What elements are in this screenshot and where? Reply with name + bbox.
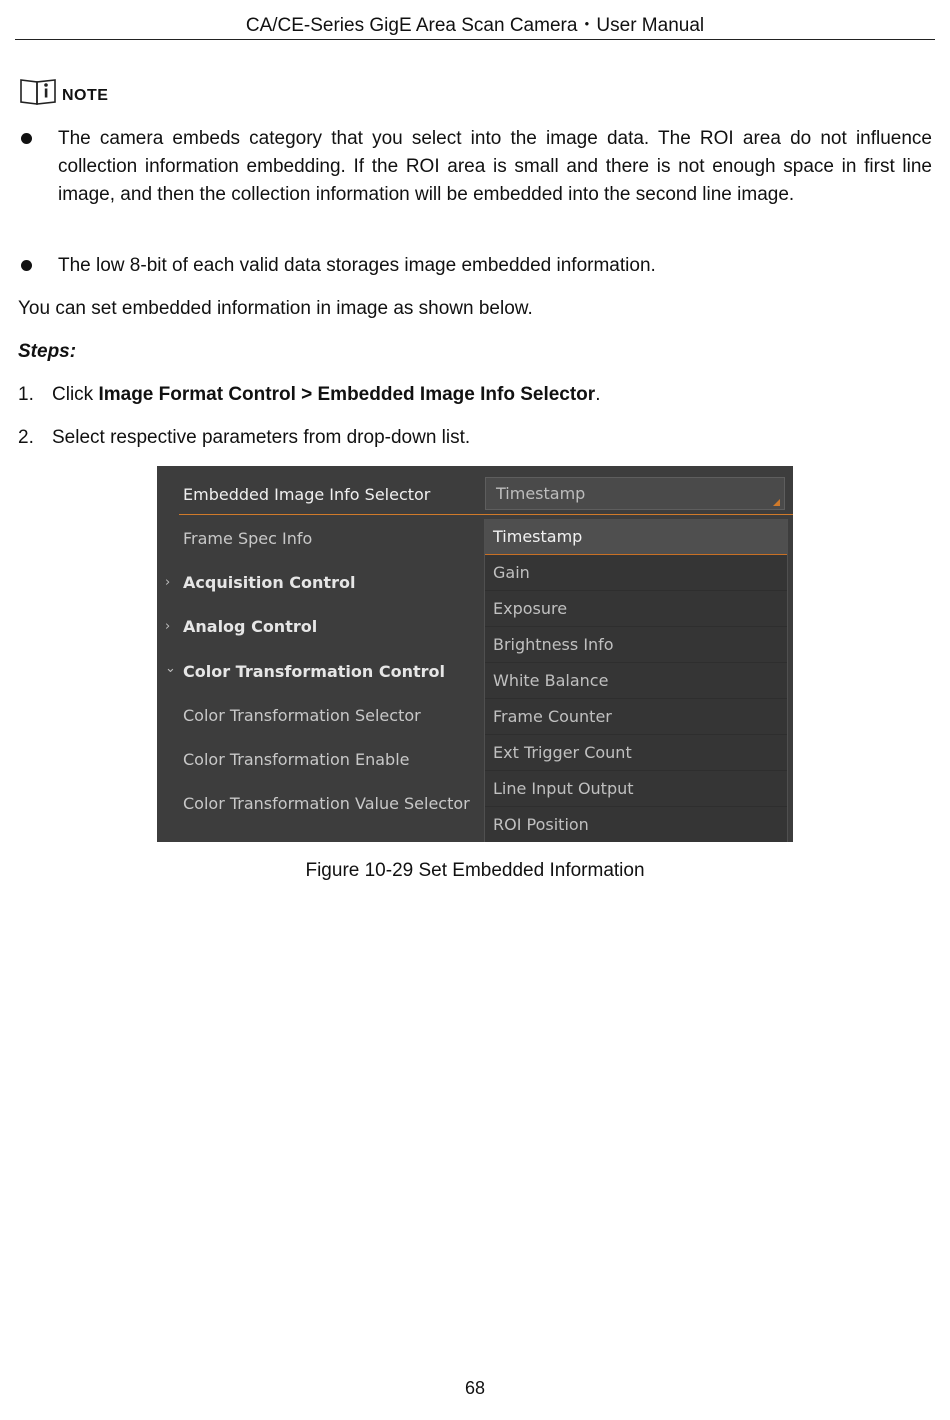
step-2 (18, 424, 470, 452)
embedded-info-screenshot (157, 466, 793, 842)
option-frame-counter[interactable]: Frame Counter (485, 699, 787, 735)
row-color-transformation-control[interactable]: Color Transformation Control (183, 662, 445, 681)
selected-row-underline (179, 514, 793, 515)
figure-caption: Figure 10-29 Set Embedded Information (305, 860, 645, 881)
step-number: 1. (18, 384, 34, 405)
step-text: Click (52, 384, 99, 405)
chevron-right-icon[interactable]: › (165, 575, 171, 590)
chevron-right-icon[interactable]: › (165, 619, 171, 634)
running-header: CA/CE-Series GigE Area Scan Camera・User Manual (245, 15, 705, 36)
bullet-dot (21, 260, 32, 271)
option-white-balance[interactable]: White Balance (485, 663, 787, 699)
row-analog-control[interactable]: Analog Control (183, 617, 318, 636)
page-number: 68 (464, 1378, 486, 1398)
dropdown-options-list (484, 519, 788, 842)
option-brightness-info[interactable]: Brightness Info (485, 627, 787, 663)
bullet-text: The camera embeds category that you select into the image data. The ROI area do not influence collection information embedding. If the ROI area is small and there is not enough space in first line image, and then the collection information will be embedded into the second line image. (58, 128, 932, 205)
dropdown-arrow-icon[interactable] (773, 499, 780, 506)
bullet-text: The low 8-bit of each valid data storages image embedded information. (58, 255, 656, 276)
row-embedded-image-info-selector[interactable]: Embedded Image Info Selector (183, 485, 431, 504)
step-text: Select respective parameters from drop-down list. (52, 427, 471, 448)
note-bullet-2 (18, 252, 932, 280)
bullet-dot (21, 133, 32, 144)
step-1 (18, 381, 600, 409)
intro-paragraph: You can set embedded information in image as shown below. (18, 298, 533, 319)
step-suffix: . (595, 384, 601, 405)
header-rule (15, 39, 935, 40)
note-block (18, 76, 108, 106)
dropdown-value: Timestamp (496, 484, 586, 503)
step-number: 2. (18, 427, 34, 448)
note-bullet-1 (18, 125, 932, 209)
option-gain[interactable]: Gain (485, 555, 787, 591)
option-exposure[interactable]: Exposure (485, 591, 787, 627)
menu-path: Image Format Control > Embedded Image Info Selector (98, 384, 596, 405)
row-color-transformation-selector[interactable]: Color Transformation Selector (183, 706, 421, 725)
row-acquisition-control[interactable]: Acquisition Control (183, 573, 356, 592)
row-color-transformation-value-selector[interactable]: Color Transformation Value Selector (183, 794, 470, 813)
row-frame-spec-info[interactable]: Frame Spec Info (183, 529, 313, 548)
note-label: NOTE (62, 87, 109, 104)
row-color-transformation-enable[interactable]: Color Transformation Enable (183, 750, 410, 769)
option-ext-trigger-count[interactable]: Ext Trigger Count (485, 735, 787, 771)
embedded-info-dropdown[interactable] (485, 477, 785, 510)
steps-heading: Steps: (18, 341, 77, 362)
option-line-input-output[interactable]: Line Input Output (485, 771, 787, 807)
option-roi-position[interactable]: ROI Position (485, 807, 787, 842)
option-timestamp[interactable]: Timestamp (485, 519, 787, 555)
note-book-icon (18, 76, 58, 106)
chevron-down-icon[interactable]: ⌄ (165, 661, 176, 676)
